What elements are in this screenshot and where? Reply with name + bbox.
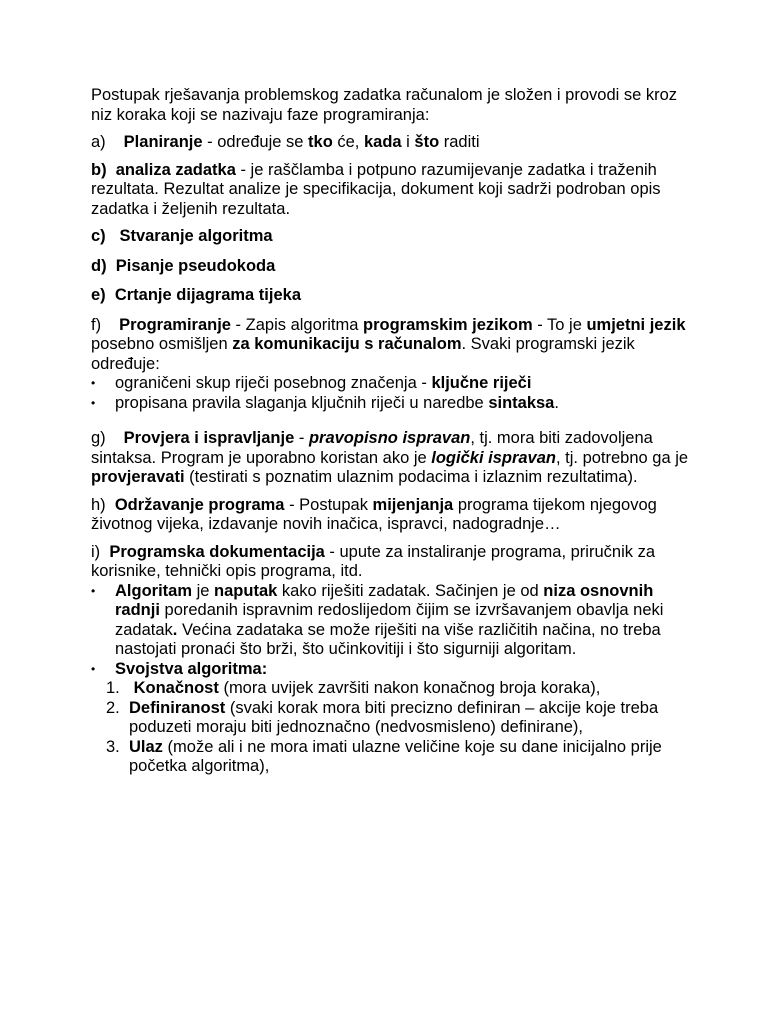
phase-g-title: Provjera i ispravljanje xyxy=(123,429,295,447)
phase-h-text: - Postupak xyxy=(284,495,373,514)
phase-a-text: - određuje se xyxy=(202,133,309,151)
phase-f-keyword: umjetni jezik xyxy=(586,315,686,334)
phase-g-keyword: provjeravati xyxy=(91,468,185,486)
phase-a-text: raditi xyxy=(439,133,480,151)
phase-i-title: Programska dokumentacija xyxy=(109,542,325,561)
list-item xyxy=(91,374,691,394)
phase-f-text: . Svaki programski jezik određuje: xyxy=(91,335,635,373)
list-number: 2. xyxy=(106,698,120,717)
algoritam-keyword: Algoritam xyxy=(115,581,193,600)
list-item-keyword: Konačnost xyxy=(133,679,219,697)
phase-a-marker: a) xyxy=(91,133,106,151)
phase-f-text: - To je xyxy=(532,315,587,334)
phase-a-text: će, xyxy=(332,133,364,151)
list-item-text: . xyxy=(554,393,559,412)
phase-f-bullet-list xyxy=(91,374,691,413)
phase-a-keyword: što xyxy=(414,133,440,151)
algoritam-text: je xyxy=(192,581,215,600)
phase-c-title: Stvaranje algoritma xyxy=(119,227,273,245)
algoritam-list xyxy=(91,582,691,660)
algoritam-text: poredanih ispravnim redoslijedom čijim se izvršavanjem obavlja neki zadatak xyxy=(115,601,664,639)
phase-h-keyword: mijenjanja xyxy=(372,495,454,514)
bullet-glyph: • xyxy=(91,376,96,390)
list-item-text: (može ali i ne mora imati ulazne veličine koje su dane inicijalno prije početka algoritma), xyxy=(129,737,662,775)
list-item-text: ograničeni skup riječi posebnog značenja - xyxy=(115,374,432,392)
list-item xyxy=(91,582,691,660)
list-item-keyword: ključne riječi xyxy=(431,374,532,392)
list-number: 3. xyxy=(106,737,120,756)
list-item-keyword: Ulaz xyxy=(129,737,163,756)
phase-g-text: , tj. potrebno ga je xyxy=(555,448,689,467)
phase-e-marker: e) xyxy=(91,286,106,304)
phase-a-keyword: kada xyxy=(363,133,402,151)
phase-g-text: (testirati s poznatim ulaznim podacima i izlaznim rezultatima). xyxy=(184,468,638,486)
phase-f-text: - Zapis algoritma xyxy=(230,315,364,334)
list-item xyxy=(91,738,691,777)
phase-g-keyword: pravopisno ispravan xyxy=(308,429,471,447)
phase-f-keyword: za komunikaciju s računalom xyxy=(232,335,462,353)
phase-i-text: - upute za instaliranje programa, priručnik za korisnike, tehnički opis programa, itd. xyxy=(91,542,655,580)
phase-h-text: programa tijekom njegovog životnog vijeka, izdavanje novih inačica, ispravci, nadogradnje… xyxy=(91,495,657,533)
phase-f-marker: f) xyxy=(91,315,102,334)
phase-g xyxy=(91,429,691,488)
list-item-keyword: sintaksa xyxy=(488,393,555,412)
list-item xyxy=(91,699,691,738)
phase-g-keyword: logički ispravan xyxy=(431,448,556,467)
bullet-glyph: • xyxy=(91,661,96,676)
list-item xyxy=(91,394,691,414)
phase-a-text: i xyxy=(401,133,415,151)
phase-h-title: Održavanje programa xyxy=(114,495,285,514)
phase-i-marker: i) xyxy=(91,542,101,561)
svojstva-numbered-list xyxy=(91,679,691,777)
phase-h xyxy=(91,496,691,535)
phase-a-keyword: tko xyxy=(308,133,333,151)
svojstva-heading-list xyxy=(91,660,691,680)
phase-d-title: Pisanje pseudokoda xyxy=(115,256,276,275)
list-item-text: propisana pravila slaganja ključnih riječi u naredbe xyxy=(115,393,489,412)
phase-b-title: analiza zadatka xyxy=(115,160,236,179)
phase-h-marker: h) xyxy=(91,495,106,514)
algoritam-text: kako riješiti zadatak. Sačinjen je od xyxy=(277,581,544,600)
algoritam-keyword: . xyxy=(172,620,178,639)
phase-f xyxy=(91,316,691,375)
phase-f-text: posebno osmišljen xyxy=(91,335,233,353)
phase-b-marker: b) xyxy=(91,160,107,179)
bullet-glyph: • xyxy=(91,583,96,598)
phase-f-title: Programiranje xyxy=(119,315,231,334)
phase-d xyxy=(91,257,691,277)
document-body xyxy=(91,86,691,777)
phase-a-title: Planiranje xyxy=(123,133,203,151)
phase-a xyxy=(91,133,691,153)
phase-e xyxy=(91,286,691,306)
phase-g-text: - xyxy=(294,429,309,447)
phase-d-marker: d) xyxy=(91,256,107,275)
algoritam-keyword: niza osnovnih radnji xyxy=(115,581,654,619)
list-item-text: (svaki korak mora biti precizno definiran – akcije koje treba poduzeti moraju biti jednoznačno (nedvosmisleno) definirane), xyxy=(129,698,659,736)
phase-i xyxy=(91,543,691,582)
list-item xyxy=(91,679,691,699)
phase-g-marker: g) xyxy=(91,429,106,447)
list-item-keyword: Definiranost xyxy=(129,698,226,717)
phase-b-text: - je raščlamba i potpuno razumijevanje zadatka i traženih rezultata. Rezultat analize je specifikacija, dokument koji sadrži podroban opis zadatka i željenih rezultata. xyxy=(91,160,661,218)
phase-g-text: , tj. mora biti zadovoljena sintaksa. Program je uporabno koristan ako je xyxy=(91,429,653,467)
phase-b xyxy=(91,161,691,220)
algoritam-keyword: naputak xyxy=(214,581,278,600)
svojstva-title: Svojstva algoritma: xyxy=(115,659,268,678)
phase-c-marker: c) xyxy=(91,227,106,245)
bullet-glyph: • xyxy=(91,395,96,410)
list-item-text: (mora uvijek završiti nakon konačnog broja koraka), xyxy=(218,679,601,697)
phase-e-title: Crtanje dijagrama tijeka xyxy=(114,286,302,304)
list-item xyxy=(91,660,691,680)
intro-paragraph: Postupak rješavanja problemskog zadatka računalom je složen i provodi se kroz niz koraka koji se nazivaju faze programiranja: xyxy=(91,86,678,124)
phase-c xyxy=(91,227,691,247)
phase-f-keyword: programskim jezikom xyxy=(363,315,533,334)
list-number: 1. xyxy=(106,679,120,697)
algoritam-text: Većina zadataka se može riješiti na više različitih načina, no treba nastojati pronaći što brži, što učinkovitiji i što sigurniji algoritam. xyxy=(115,620,661,658)
